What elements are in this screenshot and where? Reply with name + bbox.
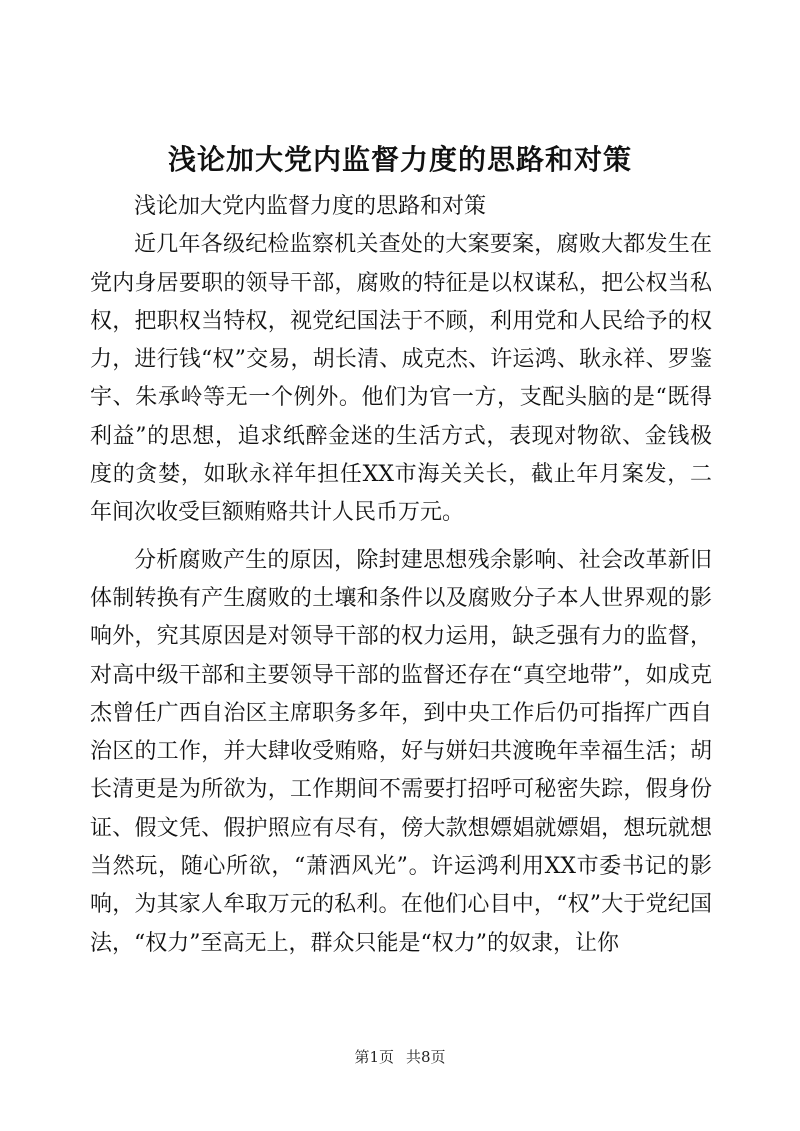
document-body — [90, 188, 712, 963]
document-subtitle: 浅论加大党内监督力度的思路和对策 — [134, 194, 487, 219]
document-title: 浅论加大党内监督力度的思路和对策 — [167, 143, 632, 176]
page-footer — [0, 1047, 800, 1067]
paragraph-1: 近几年各级纪检监察机关查处的大案要案，腐败大都发生在党内身居要职的领导干部，腐败的特征是以权谋私，把公权当私权，把职权当特权，视党纪国法于不顾，利用党和人民给予的权力，进行钱“权”交易，胡长清、成克杰、许运鸿、耿永祥、罗鉴宇、朱承岭等无一个例外。他们为官一方，支配头脑的是“既得利益”的思想，追求纸醉金迷的生活方式，表现对物欲、金钱极度的贪婪，如耿永祥年担任XX市海关关长，截止年月案发，二年间次收受巨额贿赂共计人民币万元。 — [90, 232, 712, 526]
page-total: 共8页 — [406, 1048, 446, 1066]
page-number: 第1页 — [354, 1048, 394, 1066]
paragraph-2: 分析腐败产生的原因，除封建思想残余影响、社会改革新旧体制转换有产生腐败的土壤和条件以及腐败分子本人世界观的影响外，究其原因是对领导干部的权力运用，缺乏强有力的监督，对高中级干部和主要领导干部的监督还存在“真空地带”，如成克杰曾任广西自治区主席职务多年，到中央工作后仍可指挥广西自治区的工作，并大肆收受贿赂，好与姘妇共渡晚年幸福生活；胡长清更是为所欲为，工作期间不需要打招呼可秘密失踪，假身份证、假文凭、假护照应有尽有，傍大款想嫖娼就嫖娼，想玩就想当然玩，随心所欲，“萧洒风光”。许运鸿利用XX市委书记的影响，为其家人牟取万元的私利。在他们心目中，“权”大于党纪国法，“权力”至高无上，群众只能是“权力”的奴隶，让你 — [90, 547, 712, 956]
